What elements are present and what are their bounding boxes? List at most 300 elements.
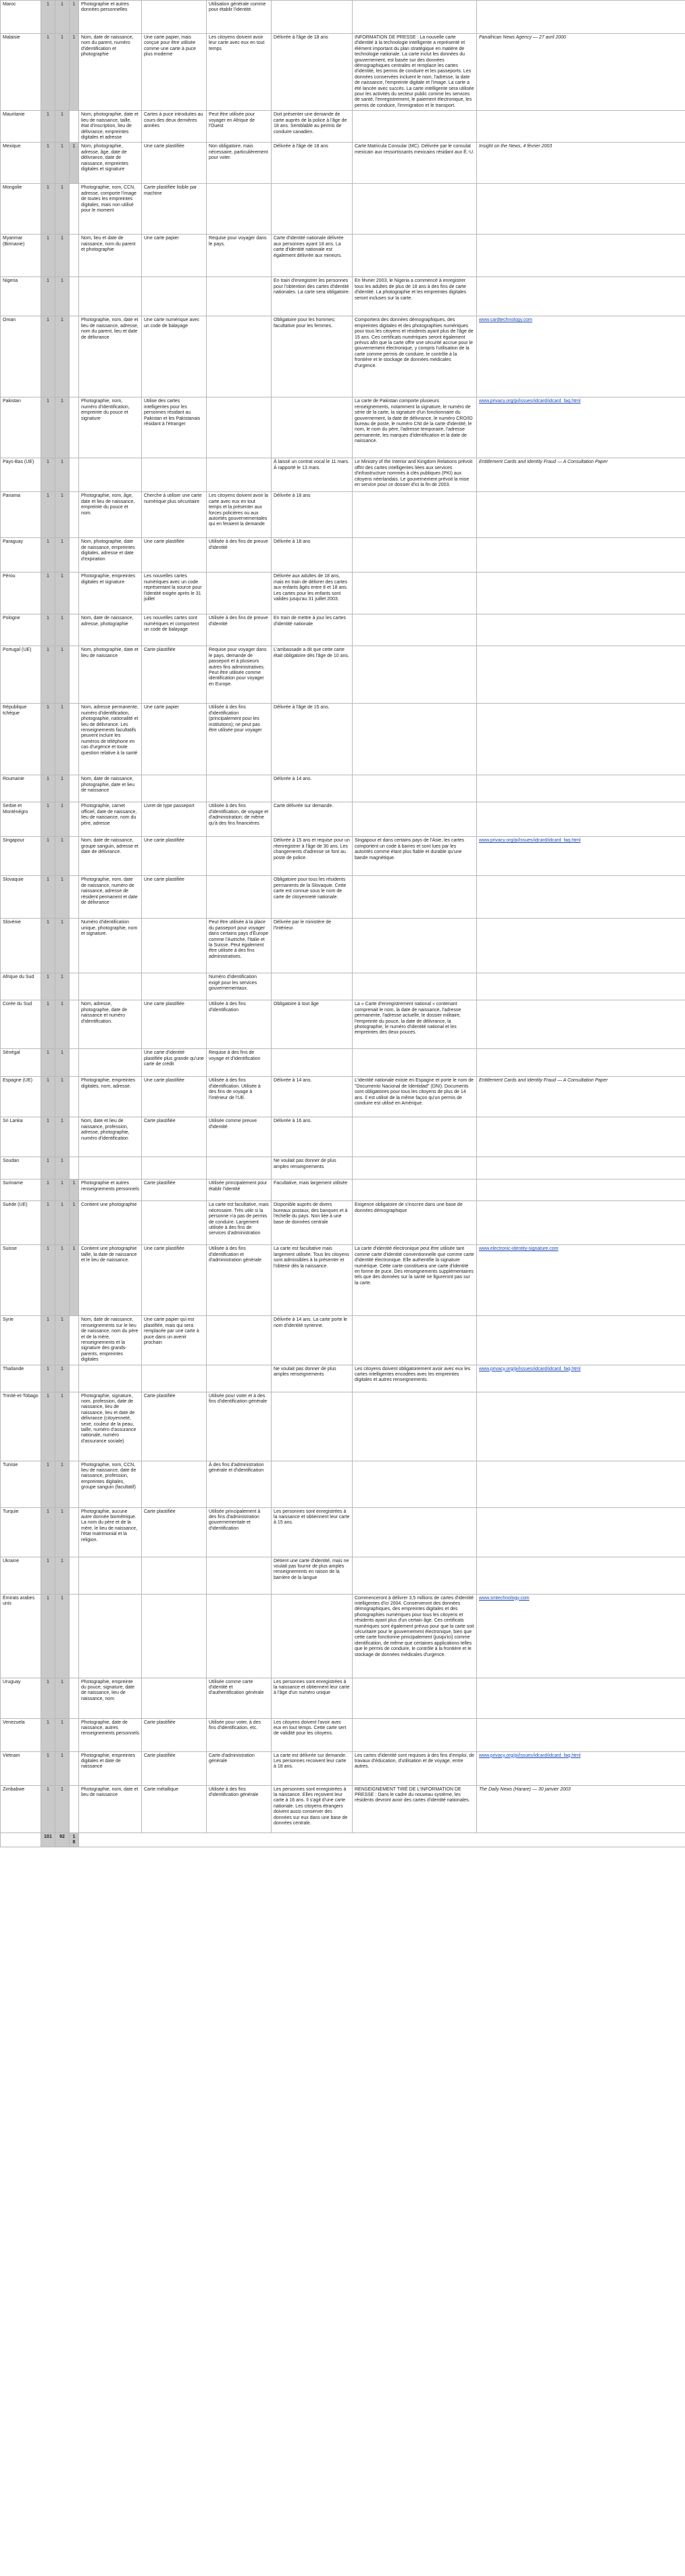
usage-cell: Peut être utilisée à la place du passeport pour voyager dans certains pays d'Europe comme l'Autriche, l'Italie et la Suisse. Peut également être utilisée à des fins administratives. — [207, 919, 272, 973]
country-cell: Suisse — [1, 1245, 41, 1316]
table-row — [1, 802, 685, 837]
count-col2-cell: 1 — [55, 876, 70, 919]
notes-cell — [353, 1157, 477, 1180]
card-type-cell: Une carte papier, mais conçue pour être utilisée comme une carte à puce plus moderne — [142, 34, 207, 111]
country-cell: Malaisie — [1, 34, 41, 111]
card-type-cell — [142, 919, 207, 973]
table-row — [1, 1049, 685, 1077]
country-cell: Syrie — [1, 1316, 41, 1365]
country-cell: Panama — [1, 492, 41, 538]
eligibility-cell: La carte est délivrée sur demande. Les personnes recoivent leur carte à 18 ans. — [272, 1751, 353, 1785]
country-cell: Mongolie — [1, 184, 41, 235]
card-type-cell: Livret de type passeport — [142, 802, 207, 837]
eligibility-cell: Délivrée à 14 ans. La carte porte le nom d'identité syrienne. — [272, 1316, 353, 1365]
notes-cell — [353, 573, 477, 614]
card-type-cell: Carte plastifiée — [142, 1718, 207, 1751]
card-type-cell: Carte plastifiée — [142, 1751, 207, 1785]
country-cell: Thaïlande — [1, 1365, 41, 1392]
count-col1-cell: 1 — [41, 775, 55, 802]
table-row — [1, 1245, 685, 1316]
usage-cell — [207, 277, 272, 316]
count-col2-cell: 1 — [55, 1, 70, 34]
country-cell: Slovénie — [1, 919, 41, 973]
count-col2-cell: 1 — [55, 1245, 70, 1316]
eligibility-cell: Les personnes sont enregistrées à la naissance. Elles reçoivent leur carte à 16 ans. Il s'agit d'une carte nationale. Les citoyens étrangers doivent aussi conserver des données sur eux dans une base de données centrale. — [272, 1785, 353, 1832]
notes-cell — [353, 1507, 477, 1557]
data-fields-cell: Photographie, date de naissance, autres renseignements personnels — [79, 1718, 142, 1751]
data-fields-cell: Nom, adresse permanente, numéro d'identification, photographie, nationalité et lieu de délivrance. Les renseignements facultatifs peuvent inclure les numéros de téléphone en cas d'urgence et toute question relative à la santé — [79, 704, 142, 775]
notes-cell: Exigence obligatoire de s'inscrire dans une base de données démographique — [353, 1201, 477, 1245]
count-col2-cell: 1 — [55, 492, 70, 538]
data-fields-cell — [79, 1594, 142, 1678]
usage-cell — [207, 316, 272, 397]
count-col3-cell — [70, 775, 79, 802]
data-fields-cell: Photographie, empreintes digitales et date de naissance — [79, 1751, 142, 1785]
notes-cell: Les citoyens doivent obligatoirement avoir avec eux les cartes intelligentes encodées avec les empreintes digitales et autres renseignements. — [353, 1365, 477, 1392]
count-col1-cell: 1 — [41, 802, 55, 837]
count-col2-cell: 1 — [55, 1751, 70, 1785]
count-col1-cell: 1 — [41, 34, 55, 111]
notes-cell: Carte Matricula Consular (MC). Délivrée par le consulat mexicain aux ressortissants mexicains résidant aux É.-U. — [353, 143, 477, 184]
source-cell — [477, 1316, 685, 1365]
count-col1-cell: 1 — [41, 1049, 55, 1077]
country-cell: Mauritanie — [1, 111, 41, 143]
count-col3-cell: 1 — [70, 34, 79, 111]
data-fields-cell: Nom, photographie, date et lieu de naissance, taille, état d'inscription, lieu de délivrance, empreintes digitales et adresse — [79, 111, 142, 143]
count-col1-cell: 1 — [41, 614, 55, 646]
country-cell: Trinité-et-Tobago — [1, 1392, 41, 1461]
card-type-cell: Une carte numérique avec un code de balayage — [142, 316, 207, 397]
count-col2-cell: 1 — [55, 837, 70, 876]
eligibility-cell: Les citoyens doivent l'avoir avec eux en tout temps. Cette carte sert de validité pour les citoyens. — [272, 1718, 353, 1751]
count-col2-cell: 1 — [55, 1557, 70, 1594]
count-col3-cell — [70, 538, 79, 573]
notes-cell — [353, 919, 477, 973]
count-col3-cell — [70, 1316, 79, 1365]
count-col3-cell — [70, 614, 79, 646]
count-col3-cell — [70, 1594, 79, 1678]
eligibility-cell: Facultative, mais largement utilisée — [272, 1180, 353, 1201]
data-fields-cell — [79, 973, 142, 1000]
table-row — [1, 1077, 685, 1117]
usage-cell — [207, 184, 272, 235]
count-col3-cell: 1 — [70, 143, 79, 184]
eligibility-cell — [272, 1461, 353, 1507]
country-cell: Suède (UE) — [1, 1201, 41, 1245]
table-row — [1, 1507, 685, 1557]
notes-cell — [353, 1678, 477, 1718]
source-cell: Insight on the News, 4 février 2003 — [477, 143, 685, 184]
card-type-cell — [142, 1157, 207, 1180]
card-type-cell: Une carte plastifiée — [142, 1245, 207, 1316]
totals-filler-cell — [79, 1832, 685, 1847]
usage-cell: Utilisée comme carte d'identité et d'authentification générale — [207, 1678, 272, 1718]
count-col1-cell: 1 — [41, 573, 55, 614]
source-cell — [477, 802, 685, 837]
count-col2-cell: 1 — [55, 646, 70, 704]
country-cell: Suriname — [1, 1180, 41, 1201]
count-col3-cell — [70, 1392, 79, 1461]
table-row — [1, 111, 685, 143]
source-cell[interactable]: www.privacy.org/pi/issues/idcard/idcard_faq.html — [477, 1365, 685, 1392]
count-col3-cell — [70, 1751, 79, 1785]
usage-cell: Les citoyens doivent avoir la carte avec eux en tout temps et la présenter aux forces policières ou aux autorités gouvernementales qui en feraient la demande — [207, 492, 272, 538]
count-col2-cell: 1 — [55, 1365, 70, 1392]
eligibility-cell — [272, 973, 353, 1000]
table-row — [1, 1392, 685, 1461]
eligibility-cell — [272, 1, 353, 34]
eligibility-cell: Disponible auprès de divers bureaux postaux, des banques et à l'échelle du pays. Non liée à une base de données centrale — [272, 1201, 353, 1245]
card-type-cell — [142, 1678, 207, 1718]
count-col1-cell: 1 — [41, 919, 55, 973]
source-cell — [477, 277, 685, 316]
country-cell: Pologne — [1, 614, 41, 646]
source-cell — [477, 1201, 685, 1245]
source-cell — [477, 538, 685, 573]
usage-cell — [207, 1316, 272, 1365]
eligibility-cell: Carte d'identité nationale délivrée aux personnes ayant 18 ans. La carte d'identité nationale est également délivrée aux mineurs. — [272, 235, 353, 277]
notes-cell — [353, 1718, 477, 1751]
usage-cell: La carte est facultative, mais nécessaire. Très utile si la personne n'a pas de permis de conduire. Largement utilisée à des fins de services d'administration — [207, 1201, 272, 1245]
source-cell: The Daily News (Harare) — 30 janvier 2003 — [477, 1785, 685, 1832]
country-cell: Maroc — [1, 1, 41, 34]
source-cell[interactable]: www.smtechnology.com — [477, 1594, 685, 1678]
notes-cell — [353, 1316, 477, 1365]
data-fields-cell: Nom, lieu et date de naissance, nom du parent et photographie — [79, 235, 142, 277]
source-cell[interactable]: www.electronic-identity-signature.com — [477, 1245, 685, 1316]
count-col3-cell — [70, 704, 79, 775]
count-col3-cell — [70, 646, 79, 704]
table-row — [1, 614, 685, 646]
source-cell — [477, 1392, 685, 1461]
usage-cell — [207, 876, 272, 919]
eligibility-cell: Délivrée à 14 ans. — [272, 1077, 353, 1117]
usage-cell: Carte d'administration générale — [207, 1751, 272, 1785]
count-col2-cell: 1 — [55, 775, 70, 802]
data-fields-cell — [79, 458, 142, 492]
count-col3-cell — [70, 1678, 79, 1718]
country-cell: Sénégal — [1, 1049, 41, 1077]
card-type-cell: Carte métallique — [142, 1785, 207, 1832]
eligibility-cell: Délivrée à 14 ans. — [272, 775, 353, 802]
count-col3-cell — [70, 111, 79, 143]
total-col1-cell: 101 — [41, 1832, 55, 1847]
card-type-cell: Carte plastifiée — [142, 1180, 207, 1201]
usage-cell: Utilisée à des fins de preuve d'identité — [207, 614, 272, 646]
count-col1-cell: 1 — [41, 538, 55, 573]
count-col1-cell: 1 — [41, 876, 55, 919]
country-cell: Espagne (UE) — [1, 1077, 41, 1117]
table-row — [1, 1, 685, 34]
notes-cell — [353, 1392, 477, 1461]
notes-cell: L'identité nationale existe en Espagne et porte le nom de "Documento Nacional de Identidad" (DNI). Documents sont obligatoires pour tous les citoyens de plus de 14 ans. Il est utilisé de la même façon qu'un permis de conduire est utilisé en Amérique. — [353, 1077, 477, 1117]
count-col2-cell: 1 — [55, 397, 70, 458]
count-col2-cell: 1 — [55, 1594, 70, 1678]
eligibility-cell: En train de mettre à jour les cartes d'identité nationale — [272, 614, 353, 646]
data-fields-cell — [79, 1157, 142, 1180]
eligibility-cell: Les personnes sont enregistrées à la naissance et obtiennent leur carte à l'âge d'un numéro unique — [272, 1678, 353, 1718]
country-cell: Pays-Bas (UE) — [1, 458, 41, 492]
totals-label-cell — [1, 1832, 41, 1847]
count-col1-cell: 1 — [41, 1594, 55, 1678]
table-row — [1, 1117, 685, 1157]
count-col1-cell: 1 — [41, 1000, 55, 1049]
count-col1-cell: 1 — [41, 184, 55, 235]
count-col1-cell: 1 — [41, 973, 55, 1000]
table-row — [1, 1000, 685, 1049]
source-cell — [477, 1000, 685, 1049]
source-cell — [477, 1718, 685, 1751]
source-cell — [477, 1557, 685, 1594]
usage-cell: Requise pour voyager dans le pays. — [207, 235, 272, 277]
count-col1-cell: 1 — [41, 316, 55, 397]
usage-cell: Requise à des fins de voyage et d'identification — [207, 1049, 272, 1077]
source-cell[interactable]: www.cardtechnology.com — [477, 316, 685, 397]
data-fields-cell: Nom, date de naissance, photographie, date et lieu de naissance — [79, 775, 142, 802]
count-col1-cell: 1 — [41, 1785, 55, 1832]
count-col2-cell: 1 — [55, 34, 70, 111]
total-col3-cell: 18 — [70, 1832, 79, 1847]
count-col3-cell — [70, 1557, 79, 1594]
country-cell: Uruguay — [1, 1678, 41, 1718]
notes-cell: La carte d'identité électronique peut être utilisée tant comme carte d'identité conventionnelle que comme carte d'identité électronique. Elle authentifie la signature numérique. Cette carte constituera une carte d'identité en forme de puce. Des renseignements supplémentaires tels que des données sur la santé ne figureront pas sur la carte. — [353, 1245, 477, 1316]
table-row — [1, 876, 685, 919]
count-col1-cell: 1 — [41, 1077, 55, 1117]
notes-cell — [353, 802, 477, 837]
card-type-cell: Une carte plastifiée — [142, 538, 207, 573]
table-row — [1, 34, 685, 111]
count-col1-cell: 1 — [41, 1392, 55, 1461]
data-fields-cell: Nom, date de naissance, groupe sanguin, adresse et date de délivrance. — [79, 837, 142, 876]
count-col3-cell — [70, 397, 79, 458]
eligibility-cell: Détient une carte d'identité, mais ne voulait pas fournir de plus amples renseignements en raison de la barrière de la langue — [272, 1557, 353, 1594]
data-fields-cell — [79, 1365, 142, 1392]
country-cell: Corée du Sud — [1, 1000, 41, 1049]
data-fields-cell: Contient une photographie — [79, 1201, 142, 1245]
eligibility-cell: Délivrée à l'âge de 18 ans — [272, 34, 353, 111]
notes-cell — [353, 1180, 477, 1201]
source-cell: Entitlement Cards and Identity Fraud — A Consultation Paper — [477, 1077, 685, 1117]
data-fields-cell: Photographie, signature, nom, profession, date de naissance, lieu de naissance, lieu et date de délivrance (citoyenneté, sexe, couleur de la peau, taille, numéro d'assurance nationale, numéro d'assurance sociale) — [79, 1392, 142, 1461]
notes-cell — [353, 492, 477, 538]
count-col1-cell: 1 — [41, 1157, 55, 1180]
usage-cell: Utilisée comme preuve d'identité — [207, 1117, 272, 1157]
count-col2-cell: 1 — [55, 1201, 70, 1245]
table-row — [1, 316, 685, 397]
notes-cell — [353, 973, 477, 1000]
data-fields-cell — [79, 277, 142, 316]
table-row — [1, 235, 685, 277]
usage-cell: Utilisée à des fins d'identification et d'administration générale — [207, 1245, 272, 1316]
count-col1-cell: 1 — [41, 1180, 55, 1201]
data-fields-cell: Nom, photographie, date et lieu de naissance — [79, 646, 142, 704]
card-type-cell — [142, 973, 207, 1000]
count-col1-cell: 1 — [41, 111, 55, 143]
data-fields-cell: Photographie, nom, CCN, adresse, comporte l'image de toutes les empreintes digitales, mais non utilisé pour le moment — [79, 184, 142, 235]
count-col3-cell — [70, 1117, 79, 1157]
count-col3-cell: 1 — [70, 1, 79, 34]
source-cell — [477, 1117, 685, 1157]
count-col2-cell: 1 — [55, 704, 70, 775]
usage-cell: Utilisée à des fins d'identification générale — [207, 1785, 272, 1832]
source-cell — [477, 1461, 685, 1507]
usage-cell: Utilisée pour voter et à des fins d'identification générale — [207, 1392, 272, 1461]
notes-cell: Les cartes d'identité sont requises à des fins d'emploi, de travaux d'éducation, d'utilisation et de voyage, entre autres. — [353, 1751, 477, 1785]
table-row — [1, 143, 685, 184]
table-row — [1, 919, 685, 973]
card-type-cell: Une carte plastifiée — [142, 876, 207, 919]
count-col1-cell: 1 — [41, 1, 55, 34]
count-col3-cell: 1 — [70, 1180, 79, 1201]
usage-cell: Utilisée à des fins d'identification, de voyage et d'administration; de même qu'à des fins financières — [207, 802, 272, 837]
eligibility-cell: Obligatoire à tout âge — [272, 1000, 353, 1049]
card-type-cell — [142, 458, 207, 492]
data-fields-cell: Nom, photographie, date de naissance, empreintes digitales, adresse et date d'expiration — [79, 538, 142, 573]
count-col3-cell — [70, 1785, 79, 1832]
source-cell — [477, 235, 685, 277]
count-col3-cell — [70, 235, 79, 277]
eligibility-cell: Délivrée à 18 ans — [272, 492, 353, 538]
count-col1-cell: 1 — [41, 1461, 55, 1507]
table-row — [1, 704, 685, 775]
card-type-cell: Une carte plastifiée — [142, 143, 207, 184]
usage-cell — [207, 1594, 272, 1678]
eligibility-cell — [272, 1594, 353, 1678]
count-col2-cell: 1 — [55, 316, 70, 397]
source-cell — [477, 919, 685, 973]
count-col2-cell: 1 — [55, 919, 70, 973]
eligibility-cell: La carte est facultative mais largement utilisée. Tous les citoyens sont admissibles à la présenter et l'obtenir dès la naissance. — [272, 1245, 353, 1316]
usage-cell: Utilisée principalement pour établir l'identité — [207, 1180, 272, 1201]
eligibility-cell: Les personnes sont enregistrées à la naissance et obtiennent leur carte à 15 ans. — [272, 1507, 353, 1557]
card-type-cell — [142, 1365, 207, 1392]
count-col1-cell: 1 — [41, 1117, 55, 1157]
count-col3-cell — [70, 919, 79, 973]
count-col2-cell: 1 — [55, 1678, 70, 1718]
source-cell — [477, 775, 685, 802]
usage-cell: Utilisée à des fins d'identification (principalement pour les institutions); ne peut pas être utilisée pour voyager — [207, 704, 272, 775]
table-row — [1, 538, 685, 573]
count-col1-cell: 1 — [41, 1557, 55, 1594]
country-cell: Singapour — [1, 837, 41, 876]
source-cell — [477, 614, 685, 646]
count-col1-cell: 1 — [41, 646, 55, 704]
count-col2-cell: 1 — [55, 1461, 70, 1507]
count-col3-cell — [70, 1718, 79, 1751]
table-row — [1, 397, 685, 458]
count-col3-cell — [70, 458, 79, 492]
source-cell[interactable]: www.privacy.org/pi/issues/idcard/idcard_faq.html — [477, 1751, 685, 1785]
eligibility-cell — [272, 184, 353, 235]
country-cell: Paraguay — [1, 538, 41, 573]
country-cell: Afrique du Sud — [1, 973, 41, 1000]
table-row — [1, 1557, 685, 1594]
count-col2-cell: 1 — [55, 143, 70, 184]
source-cell[interactable]: www.privacy.org/pi/issues/idcard/idcard_faq.html — [477, 397, 685, 458]
data-fields-cell: Photographie, carnet officiel, date de naissance, lieu de naissance, nom du père, adresse — [79, 802, 142, 837]
count-col1-cell: 1 — [41, 1316, 55, 1365]
table-row — [1, 1157, 685, 1180]
count-col2-cell: 1 — [55, 1157, 70, 1180]
count-col3-cell — [70, 802, 79, 837]
data-fields-cell: Nom, date de naissance, renseignements sur le lieu de naissance, nom du père et de la mère, renseignements et la signature des grands-parents, empreintes digitales — [79, 1316, 142, 1365]
eligibility-cell — [272, 397, 353, 458]
source-cell — [477, 1049, 685, 1077]
table-row — [1, 1678, 685, 1718]
eligibility-cell: Ne voulait pas donner de plus amples renseignements — [272, 1365, 353, 1392]
notes-cell: Singapour et dans certains pays de l'Asie, les cartes comportent un code à barres et sont lues par les autorités comme étant plus fiable et durable qu'une bande magnétique. — [353, 837, 477, 876]
table-row — [1, 458, 685, 492]
source-cell — [477, 1180, 685, 1201]
count-col2-cell: 1 — [55, 1000, 70, 1049]
eligibility-cell — [272, 1392, 353, 1461]
country-cell: Turquie — [1, 1507, 41, 1557]
count-col3-cell — [70, 316, 79, 397]
count-col2-cell: 1 — [55, 235, 70, 277]
source-cell — [477, 1507, 685, 1557]
table-row — [1, 1785, 685, 1832]
eligibility-cell: Délivrée à l'âge de 18 ans — [272, 143, 353, 184]
usage-cell: Utilisée à des fins de preuve d'identité — [207, 538, 272, 573]
data-fields-cell: Photographie, aucune autre donnée biométrique. La nom du père et de la mère, le lieu de naissance, l'état matrimonial et la religion. — [79, 1507, 142, 1557]
count-col3-cell — [70, 1157, 79, 1180]
count-col1-cell: 1 — [41, 704, 55, 775]
card-type-cell: Carte plastifiée — [142, 1392, 207, 1461]
count-col2-cell: 1 — [55, 538, 70, 573]
data-fields-cell: Nom, adresse, photographie, date de naissance et numéro d'identification. — [79, 1000, 142, 1049]
card-type-cell — [142, 1594, 207, 1678]
count-col2-cell: 1 — [55, 614, 70, 646]
usage-cell: Utilisée pour voter, à des fins d'identification, etc. — [207, 1718, 272, 1751]
country-cell: Myanmar (Birmanie) — [1, 235, 41, 277]
data-fields-cell: Photographie, nom, CCN, lieu de naissance, date de naissance, profession, empreintes digitales, groupe sanguin (facultatif) — [79, 1461, 142, 1507]
count-col2-cell: 1 — [55, 1785, 70, 1832]
count-col3-cell — [70, 492, 79, 538]
notes-cell — [353, 235, 477, 277]
table-row — [1, 775, 685, 802]
count-col2-cell: 1 — [55, 184, 70, 235]
notes-cell — [353, 1117, 477, 1157]
table-row — [1, 492, 685, 538]
count-col3-cell — [70, 1365, 79, 1392]
card-type-cell — [142, 1, 207, 34]
table-body — [1, 1, 685, 1847]
data-fields-cell: Photographie, empreintes digitales, nom, adresse. — [79, 1077, 142, 1117]
data-fields-cell: Nom, date de naissance, adresse, photographie — [79, 614, 142, 646]
count-col2-cell: 1 — [55, 1180, 70, 1201]
card-type-cell: Carte plastifiée — [142, 1507, 207, 1557]
count-col3-cell — [70, 1049, 79, 1077]
source-cell[interactable]: www.privacy.org/pi/issues/idcard/idcard_faq.html — [477, 837, 685, 876]
eligibility-cell: Délivrée aux adultes de 18 ans, mais en train de délivrer des cartes aux enfants âgés entre 8 et 18 ans. Les cartes pour les enfants sont valides jusqu'au 31 juillet 2003. — [272, 573, 353, 614]
data-fields-cell: Nom, photographie, adresse, âge, date de délivrance, date de naissance, empreintes digitales et signature — [79, 143, 142, 184]
notes-cell: RENSEIGNEMENT TIRÉ DE L'INFORMATION DE PRESSE : Dans le cadre du nouveau système, les résidents devront avoir des cartes d'identité nationales. — [353, 1785, 477, 1832]
table-row — [1, 277, 685, 316]
country-cell: Oman — [1, 316, 41, 397]
count-col2-cell: 1 — [55, 111, 70, 143]
source-cell — [477, 1157, 685, 1180]
source-cell — [477, 1, 685, 34]
card-type-cell: Utilise des cartes intelligentes pour les personnes résidant au Pakistan et les Pakistanais résidant à l'étranger — [142, 397, 207, 458]
country-cell: Pérou — [1, 573, 41, 614]
data-fields-cell: Contient une photographie taille, la date de naissance et le lieu de naissance. — [79, 1245, 142, 1316]
count-col1-cell: 1 — [41, 492, 55, 538]
data-fields-cell: Photographie et autres données personnelles — [79, 1, 142, 34]
table-row — [1, 1180, 685, 1201]
eligibility-cell: Carte délivrée sur demande. — [272, 802, 353, 837]
eligibility-cell: L'ambassade a dit que cette carte était obligatoire dès l'âge de 10 ans. — [272, 646, 353, 704]
card-type-cell: Une carte papier qui est plastifiée, mais qui sera remplacée par une carte à puce dans un avenir prochain — [142, 1316, 207, 1365]
